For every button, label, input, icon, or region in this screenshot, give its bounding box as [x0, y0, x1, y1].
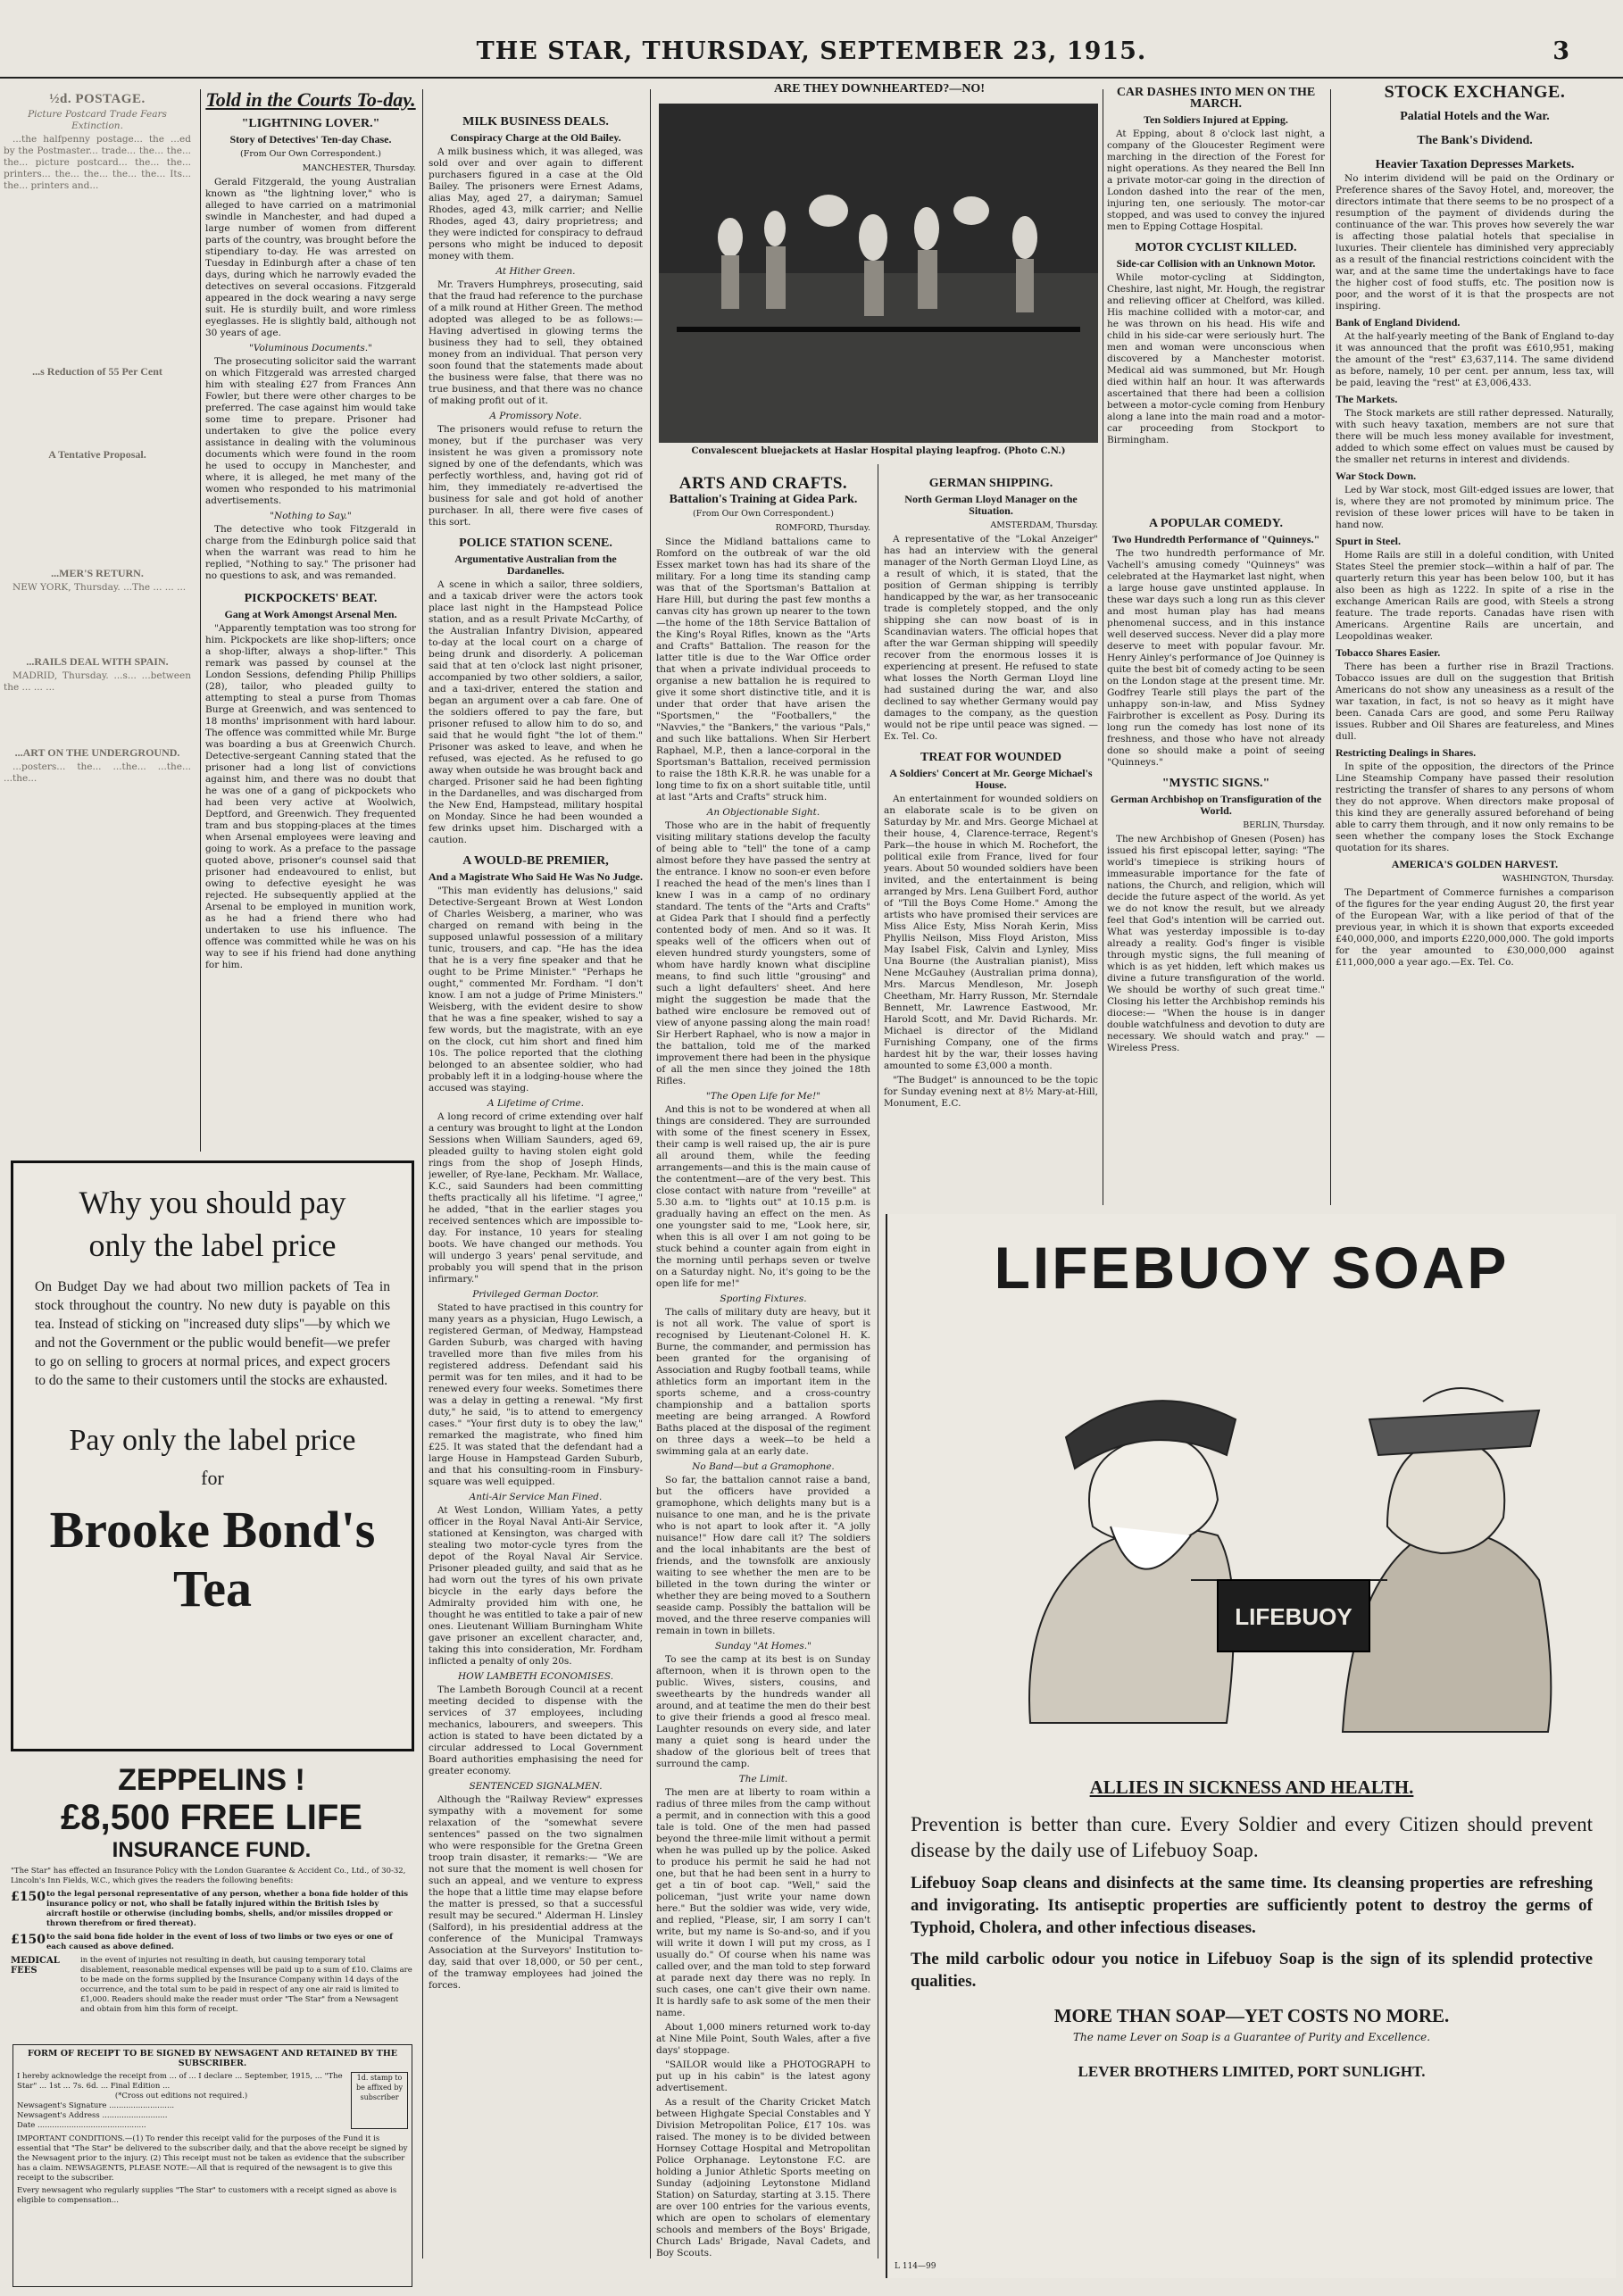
postage-advert-title: ...s Reduction of 55 Per Cent — [32, 365, 162, 378]
milk-column — [429, 89, 643, 2267]
leapfrog-photo — [659, 104, 1098, 443]
signalmen-body: Although the "Railway Review" expresses sympathy with a movement for some relaxation of the "somewhat severe sentences" passed on the two signalmen who were responsible for the Gretna Green troop train disaster, it remarks:— "We are not sure that the moment is well chosen for such an appeal, and we venture to express the hope that a little time may elapse before the matter is pressed, so that a successful result may be secured." Alderman H. Linsley (Salford), in his presidential address at the conference of the Municipal Tramways Association at the Surveyors' Institution to-day, said that over 18,000, or 50 per cent., of the tramway employees had joined the forces. — [429, 1794, 643, 1991]
lifebuoy-code: L 114—99 — [895, 2262, 936, 2271]
form-conditions: IMPORTANT CONDITIONS.—(1) To render this receipt valid for the purposes of the Fund it is essential that "The Star" be delivered to the subscriber daily, and that the above receipt be signed by the Newsagent prior to the injury. (2) This receipt must not be taken as evidence that the subscriber has a claim. NEWSAGENTS, PLEASE NOTE:—All that is required of the newsagent is to give this receipt to the subscriber. — [17, 2134, 408, 2183]
medical-body: in the event of injuries not resulting in death, but causing temporary total disablement, reasonable medical expenses will be paid up to a sum of £10. Claims are to be made on the forms supplied by the Insurance Company within 14 days of the occurrence, and the total sum to be paid in respect of any one air raid is limited to £1,000. Readers should make the reader must order "The Star" from a Newsagent and obtain from him this form of receipt. — [80, 1956, 412, 2014]
sporting-title: Sporting Fixtures. — [720, 1294, 807, 1304]
lightning-body: Gerald Fitzgerald, the young Australian known as "the lightning lover," who is alleged to have carried on a matrimonial swindle in Manchester, and had duped a large number of women from different parts of the country, was brought before the stipendiary to-day. He was arrested on Tuesday in Edinburgh after a chase of ten days, during which he narrowly evaded the detectives on several occasions. Fitzgerald appeared in the dock wearing a navy serge suit. He is sturdily built, and wore rimless eyeglasses. He is slightly bald, although not 30 years of age. — [205, 177, 416, 338]
courts-banner: Told in the Courts To-day. — [205, 89, 416, 111]
spain-title: ...RAILS DEAL WITH SPAIN. — [26, 655, 169, 668]
pickpockets-title: PICKPOCKETS' BEAT. — [244, 592, 378, 605]
column-rule — [422, 89, 423, 2259]
wounded-title: TREAT FOR WOUNDED — [920, 751, 1061, 764]
brooke-bond-line-1: Pay only the label price — [69, 1424, 356, 1457]
promissory-title: A Promissory Note. — [489, 411, 582, 421]
arts-dateline: ROMFORD, Thursday. — [775, 523, 870, 533]
gramophone-title: No Band—but a Gramophone. — [692, 1461, 835, 1472]
brooke-bond-brand: Brooke Bond's — [49, 1501, 376, 1559]
markets-body: The Stock markets are still rather depressed. Naturally, with such heavy taxation, members are not sure that there will be much less money available for investment, added to which some effect on values must be caused by the smaller net returns in interest and dividends. — [1336, 408, 1614, 465]
car-subtitle: Ten Soldiers Injured at Epping. — [1144, 113, 1288, 126]
markets-title: The Markets. — [1336, 393, 1398, 405]
harvest-title: AMERICA'S GOLDEN HARVEST. — [1391, 858, 1559, 870]
pickpockets-subtitle: Gang at Work Amongst Arsenal Men. — [224, 608, 397, 620]
underground-body: ...posters... the... ...the... ...the... ...the... — [4, 761, 191, 784]
zeppelins-title: ZEPPELINS ! — [118, 1763, 305, 1797]
premier-title: A WOULD-BE PREMIER, — [462, 854, 609, 868]
shipping-dateline: AMSTERDAM, Thursday. — [990, 520, 1098, 530]
masthead: THE STAR, THURSDAY, SEPTEMBER 23, 1915. — [476, 37, 1147, 65]
mystic-title: "MYSTIC SIGNS." — [1161, 777, 1270, 790]
brooke-bond-advert — [11, 1160, 414, 1751]
stock-subtitle-3: Heavier Taxation Depresses Markets. — [1375, 158, 1575, 171]
motor-title: MOTOR CYCLIST KILLED. — [1135, 241, 1297, 254]
stock-title: STOCK EXCHANGE. — [1384, 82, 1566, 102]
crime-body: A long record of crime extending over half a century was brought to light at the London Sessions when William Saunders, aged 69, pleaded guilty to having stolen eight gold rings from the shop of Joseph Hinds, jeweller, of Rye-lane, Peckham. Mr. Wallace, K.C., said Saunders had been committing thefts practically all his lifetime. "I agree," he added, "that in the earlier stages you received sentences which are impossible to-day. For instance, 10 years for stealing boots. We have changed our methods. You will undergo 3 years' penal servitude, and probably you will spend that in the prison infirmary." — [429, 1111, 643, 1285]
milk-subtitle: Conspiracy Charge at the Old Bailey. — [450, 131, 621, 144]
proposal-title: A Tentative Proposal. — [48, 448, 146, 461]
stock-subtitle-1: Palatial Hotels and the War. — [1400, 110, 1550, 123]
police-body: A scene in which a sailor, three soldiers, and a taxicab driver were the actors took place last night in the Hampstead Police station, and as a result Private McCarthy, of the Australian Infantry Division, appeared to-day at the local court on a charge of being drunk and disorderly. A policeman said that at ten o'clock last night prisoner, accompanied by two other soldiers, a sailor, and a taxi-driver, entered the station and began an argument over a cab fare. One of the soldiers offered to pay the fare, but prisoner refused to allow him to do so, and said that he would fight "the lot of them." Prisoner was asked to leave, and when he refused, was ejected. As he refused to go away when outside he was brought back and charged. Prisoner said he had been fighting in the Dardanelles, and was discharged from the New End, Hampstead, military hospital on Monday. Since he had been wounded a few drinks upset him. Discharged with a caution. — [429, 579, 643, 845]
column-rule — [650, 89, 651, 2259]
photo-caption: Convalescent bluejackets at Haslar Hospital playing leapfrog. (Photo C.N.) — [691, 446, 1066, 456]
premier-subtitle: And a Magistrate Who Said He Was No Judge. — [429, 870, 643, 883]
pickpockets-body: "Apparently temptation was too strong for him. Pickpockets are like shop-lifters; once a shop-lifter, always a shop-lifter." This remark was passed by counsel at the London Sessions, defending Philip Phillips (28), tailor, who pleaded guilty to attempting to steal a purse from Thomas Burge at Greenwich, and was sentenced to 18 months' imprisonment with hard labour. The offence was committed while Mr. Burge was boarding a bus at Greenwich Church. Detective-sergeant Canning stated that the prisoner had a long list of convictions against him, and there was no doubt that he was one of a gang of pickpockets who had been very active at Woolwich, Deptford, and Greenwich. They frequented tram and bus stopping-places at the times when Arsenal employees were leaving and going to work. As a preface to the passage quoted above, prisoner's counsel said that prisoner had endeavoured to enlist, but owing to defective eyesight he was rejected. He subsequently applied at the Arsenal to be employed in munition work, as he had a friend there who had undertaken to use his influence. The offence was committed while he was on his way to see if his friend had done anything for him. — [205, 623, 416, 970]
shipping-body: A representative of the "Lokal Anzeiger" has had an interview with the general manager of the North German Lloyd Line, as a result of which, it is stated, that the position of German shipping is terribly handicapped by the war, as her transoceanic trade is completely stopped, and the only shipping she can now boast of is in Scandinavian waters. The official hopes that after the war German shipping will speedily recover from the enormous losses it is experiencing at present. He refused to state what losses the North German Lloyd line had sustained during the war, and also declined to say whether Germany would pay damages to the company, as the question would not be ripe until peace was signed. —Ex. Tel. Co. — [884, 534, 1098, 742]
stamp-box: 1d. stamp to be affixed by subscriber — [351, 2072, 408, 2129]
mystic-subtitle: German Archbishop on Transfiguration of the World. — [1110, 793, 1322, 817]
comedy-title: A POPULAR COMEDY. — [1149, 517, 1283, 530]
lambeth-title: HOW LAMBETH ECONOMISES. — [457, 1671, 614, 1682]
antiair-title: Anti-Air Service Man Fined. — [469, 1492, 603, 1502]
promissory-body: The prisoners would refuse to return the money, but if the purchaser was very insistent he was given a promissory note signed by one of the defendants, which was perfectly worthless, and, having got rid of him, they immediately re-advertised the business for sale and got hold of another purchaser. In all, there were five cases of this sort. — [429, 424, 643, 528]
return-body: NEW YORK, Thursday. ...The ... ... ... — [12, 582, 187, 593]
milk-title: MILK BUSINESS DEALS. — [462, 115, 609, 129]
form-note: (*Cross out editions not required.) — [114, 2092, 248, 2101]
gramophone-body: So far, the battalion cannot raise a band, but the officers have provided a gramophone, which delights many but is a nuisance to one man, and he is the private who is not apart to look after it. "A jolly nuisance!" How dare call it? The soldiers and the local inhabitants are the best of friends, and the townsfolk are anxiously waiting to see whether the men are to be billeted in the town during the winter or whether they are being moved to a Southern seaside camp. Possibly the battalion will be moved, and the three reserve companies will remain in town in billets. — [656, 1475, 870, 1636]
form-address[interactable]: Newsagent's Address ........................... — [17, 2111, 168, 2120]
objection-title: An Objectionable Sight. — [706, 807, 820, 818]
miners-note: About 1,000 miners returned work to-day at Nine Mile Point, South Wales, after a five days' stoppage. — [656, 2022, 870, 2056]
mystic-body: The new Archbishop of Gnesen (Posen) has issued his first episcopal letter, saying: "The world's timepiece is striking hours of immeasurable importance for the fate of nations, the Church, and religion, which will decide the future aspect of the world. As yet we do not know the result, but we already feel that God's intention will be carried out. What was yesterday impossible is to-day already a reality. God's finger is visible through mystic signs, the full meaning of which is as yet hidden, left which makes us divine a future transfiguration of the world. We should be worthy of such great time." Closing his letter the Archbishop reminds his diocese:— "When the house is in danger double watchfulness and devotion to duty are necessary. We should watch and pray." —Wireless Press. — [1107, 834, 1325, 1053]
comedy-column — [1107, 464, 1325, 1205]
spurt-title: Spurt in Steel. — [1336, 535, 1402, 547]
benefit-1-amount: £150 — [11, 1890, 46, 1904]
shipping-column — [884, 473, 1098, 1214]
lambeth-body: The Lambeth Borough Council at a recent meeting decided to dispense with the services of 37 employees, including mechanics, labourers, and sweepers. This action is stated to have been dictated by a circular addressed to Local Government Board authorities emphasising the need for greater economy. — [429, 1685, 643, 1776]
crime-title: A Lifetime of Crime. — [487, 1098, 584, 1109]
nothing-body: The detective who took Fitzgerald in charge from the Edinburgh police said that when the warrant was read to him he replied, "Nothing to say." The prisoner had no questions to ask, and was remanded. — [205, 524, 416, 581]
wounded-body: An entertainment for wounded soldiers on an elaborate scale is to be given on Saturday by Mr. and Mrs. George Michael at their house, 4, Clarence-terrace, Regent's Park—the house in which M. Rochefort, the political exile from France, lived for four years. About 50 wounded soldiers have been invited, and the entertainment is being arranged by Mrs. Lena Guilbert Ford, author of "Till the Boys Come Home." Among the artists who have promised their services are Miss Alice Esty, Miss Norah Kerin, Miss Phyllis Neilson, Miss Floyd Ariston, Miss May Isabel Fisk, Calvin and Lynley, Miss Una Bourne (the Australian pianist), Miss Nene McGauhey (Australian prima donna), Mrs. Marcus Mendleson, Mr. Joseph Cheetham, Mr. Harry Russon, Mr. Sterndale Bennett, Mr. Lawrence Eastwood, Mr. Harold Scott, and Mr. David Richards. Mr. Michael is director of the Midland Furnishing Company, one of the firms hardest hit by the war, their losses having amounted to some £3,000 a month. — [884, 794, 1098, 1071]
arts-body: Since the Midland battalions came to Romford on the outbreak of war the old Essex market town has had its share of the military. For a long time its standing camp was that of the Sportsman's Battalion at Hare Hill, but during the past few months a canvas city has grown up nearer to the town—the home of the 18th Service Battalion of the King's Royal Rifles, known as the "Arts and Crafts" Battalion. The reason for the latter title is due to the War Office order that when a private individual proceeds to organise a new battalion he is required to give it some short distinctive title, and it is under that order that have arisen the "Sportsmen," the "Footballers," the "Navvies," the "Bankers," the various "Pals," and such like battalions. When Sir Herbert Raphael, M.P., then a lance-corporal in the Sportsman's Battalion, received permission to raise the 18th K.R.R. he was unable for a long time to fix on a short suitable title, until at last "Arts and Crafts" struck him. — [656, 537, 870, 803]
open-life-body: And this is not to be wondered at when all things are considered. They are surrounded with some of the finest scenery in Essex, their camp is well raised up, the air is pure all around them, while the feeding arrangements—and this is the main cause of the contentment—are of the very best. This close contact with nature from "reveille" at 5.30 a.m. to "lights out" at 10.15 p.m. is gradually having an effect on the men. As one youngster said to me, "Look here, sir, when this is all over I am not going to be stuck behind a counter again from eight in the morning until perhaps seven or twelve on a Saturday night. No, it's going to be the open life for me!" — [656, 1104, 870, 1289]
restricting-title: Restricting Dealings in Shares. — [1336, 746, 1477, 759]
brooke-bond-body: On Budget Day we had about two million packets of Tea in stock throughout the country. No new duty is payable on this tea. Instead of sticking on "increased duty slips"—by which we and not the Government or the public would benefit—we prefer to go on selling to grocers at normal prices, and expect grocers to do the same to their customers until the stocks are exhausted. — [35, 1279, 390, 1388]
form-signature[interactable]: Newsagent's Signature ........................... — [17, 2101, 175, 2110]
restricting-body: In spite of the opposition, the directors of the Prince Line Steamship Company have passed their resolution restricting the transfer of shares to any persons of whom they do not approve. When directors make proposal of this kind they are generally assured beforehand of being able to carry them through, and it now only remains to be seen whether the company loses the Stock Exchange quotation for its shares. — [1336, 761, 1614, 853]
limit-body: The men are at liberty to roam within a radius of three miles from the camp without a permit, and in connection with this a good tale is told. One of the men had passed beyond the three-mile limit without a permit when he was pulled up by the police. Asked to produce his permit he said he had not one, but that he had been sent in a hurry to get a tin of boot cap. "Well," said the policeman, "just write your name down here." But the soldier was wide, very wide, and replied, "Please, sir, I am sorry I can't write, but my name is So-and-so, and if you will write it down I will put my cross, as I usually do." Of course when his name was called over, and the man told to step forward at parade next day there was no reply. In such cases, one can't give their own name. It is hardly safe to ask some of the men their name. — [656, 1787, 870, 2018]
column-rule — [1330, 89, 1331, 1205]
receipt-form[interactable] — [12, 2044, 412, 2287]
wounded-subtitle: A Soldiers' Concert at Mr. George Michael's House. — [889, 767, 1093, 791]
lifebuoy-body-2: The mild carbolic odour you notice in Lifebuoy Soap is the sign of its splendid protective qualities. — [911, 1950, 1593, 1991]
lifebuoy-illustration-image — [923, 1312, 1580, 1750]
benefit-2 — [11, 1933, 412, 1952]
benefit-1 — [11, 1890, 412, 1929]
lightning-subtitle: Story of Detectives' Ten-day Chase. — [229, 133, 392, 146]
tobacco-body: There has been a further rise in Brazil Tractions. Tobacco issues are dull on the suggestion that British Americans do not show any uneasiness as a result of the war taxation, in fact, is not so heavy as it might have been. Canada Cars are good, and some Peru Railway issues. Rubber and Oil Shares are featureless, and Mines dull. — [1336, 661, 1614, 742]
motor-subtitle: Side-car Collision with an Unknown Motor. — [1116, 257, 1316, 270]
soap-tablet-text: LIFEBUOY — [1235, 1603, 1352, 1630]
sporting-body: The calls of military duty are heavy, but it is not all work. The value of sport is recognised by Lieutenant-Colonel H. K. Burne, the commander, and permission has been granted for the organising of Association and Rugby football teams, while athletics form an important item in the sports scheme, and a cross-country championship and a battalion sports meeting are being arranged. A Rowford Baths placed at the disposal of the regiment on three days a week—to be held a swimming gala at an early date. — [656, 1307, 870, 1457]
voluminous-title: "Voluminous Documents." — [249, 343, 372, 354]
arts-byline: (From Our Own Correspondent.) — [693, 509, 834, 519]
form-body: I hereby acknowledge the receipt from ... of ... I declare ... September, 1915, ... "The Star" ... 1st ... 7s. 6d. ... Final Edition ... — [17, 2072, 343, 2091]
benefit-2-text: to the said bona fide holder in the event of loss of two limbs or two eyes or one of each caused as above defined. — [46, 1933, 393, 1951]
zeppelins-amount: £8,500 FREE LIFE — [61, 1798, 362, 1837]
arts-title: ARTS AND CRAFTS. — [678, 474, 848, 493]
underground-title: ...ART ON THE UNDERGROUND. — [14, 746, 180, 759]
form-text — [17, 2072, 345, 2131]
courts-column — [205, 89, 416, 1152]
war-stock-title: War Stock Down. — [1336, 470, 1417, 482]
form-date[interactable]: Date ............................................. — [17, 2121, 146, 2130]
zeppelins-fund: INSURANCE FUND. — [112, 1838, 312, 1862]
car-title: CAR DASHES INTO MEN ON THE MARCH. — [1116, 86, 1316, 111]
comedy-body: The two hundredth performance of Mr. Vachell's amusing comedy "Quinneys" was celebrated at the Haymarket last night, when a large house gave unstinted applause. In these war days such a long run as this clever and most human play has had means phenomenal success, and in this instance well deserved success. Never did a play more deserve to meet with popular favour. Mr. Henry Ainley's performance of Joe Quinney is quite the best bit of comedy acting to be seen on the London stage at the present time. Mr. Godfrey Tearle still plays the part of the unhappy son-in-law, and Miss Sydney Fairbrother is excellent as Posy. During its long run the comedy has lost none of its freshness, and those who have not already done so should make a point of seeing "Quinneys." — [1107, 548, 1325, 768]
sunday-body: To see the camp at its best is on Sunday afternoon, when it is thrown open to the public. Wives, sisters, cousins, and sweethearts by the hundreds wander all around, and at teatime the men do their best to give their friends a good al fresco meal. Laughter resounds on every side, and later many a quiet song is heard under the shadow of the glorious belt of trees that surround the camp. — [656, 1654, 870, 1769]
car-body: At Epping, about 8 o'clock last night, a company of the Gloucester Regiment were marching in the direction of the Forest for night operations. As they neared the Bell Inn a private motor-car going in the direction of London dashed into the rear of the men, injuring ten, one seriously. The motor-car stopped, and was used to convey the injured men to Epping Cottage Hospital. — [1107, 129, 1325, 232]
page-number: 3 — [1552, 37, 1569, 65]
zeppelins-intro: "The Star" has effected an Insurance Policy with the London Guarantee & Accident Co., Ltd., of 30-32, Lincoln's Inn Fields, W.C., which gives the readers the following benefits: — [11, 1867, 406, 1885]
war-stock-body: Led by War stock, most Gilt-edged issues are lower, that is, where they are not promoted by minimum price. The revision of these lower prices will have to be taken in hand now. — [1336, 485, 1614, 530]
shipping-subtitle: North German Lloyd Manager on the Situation. — [904, 493, 1078, 517]
lifebuoy-guarantee: The name Lever on Soap is a Guarantee of Purity and Excellence. — [1072, 2031, 1431, 2043]
lightning-dateline: MANCHESTER, Thursday. — [302, 163, 416, 173]
lifebuoy-maker: LEVER BROTHERS LIMITED, PORT SUNLIGHT. — [1078, 2063, 1426, 2080]
stock-exchange-column — [1336, 82, 1614, 1207]
brooke-bond-line-2: for — [201, 1467, 224, 1489]
postage-body: ...the halfpenny postage... the ...ed by the Postmaster... trade... the... the... the... picture postcard... the... the... printers... the... the... the... the... Its... the... printers and... — [4, 134, 191, 191]
stock-body: No interim dividend will be paid on the Ordinary or Preference shares of the Savoy Hotel, and, moreover, the directors intimate that there seems to be no prospect of a resumption of the payment of dividends during the continuance of the war. This proves how severely the war is affecting those palatial hotels that specialise in luxuries. Their clientele has diminished very appreciably as a result of the financial restrictions coincident with the war, and at the same time the undertakings have to face the higher cost of food stuffs, etc. The position now is poor, and the worst of it is that the prospects are not inspiring. — [1336, 173, 1614, 312]
police-subtitle: Argumentative Australian from the Dardanelles. — [454, 553, 617, 577]
postage-subtitle: Picture Postcard Trade Fears Extinction. — [28, 109, 167, 131]
comedy-subtitle: Two Hundredth Performance of "Quinneys." — [1111, 533, 1320, 545]
police-title: POLICE STATION SCENE. — [459, 537, 612, 550]
open-life-title: "The Open Life for Me!" — [705, 1091, 821, 1102]
voluminous-body: The prosecuting solicitor said the warrant on which Fitzgerald was arrested charged him with stealing £27 from Frances Ann Fowler, but there were other charges to be preferred. The case against him would take some time to prepare. Prisoner had undertaken to give the police every assistance in dealing with the voluminous documents which were found in the room he used to occupy in Manchester, and where, it is alleged, he met many of the women who responded to his matrimonial advertisements. — [205, 356, 416, 506]
column-rule — [200, 89, 201, 1152]
arts-column — [656, 473, 870, 2267]
limit-title: The Limit. — [738, 1774, 788, 1784]
form-footer: Every newsagent who regularly supplies "The Star" to customers with a receipt signed as above is eligible to compensation... — [17, 2186, 397, 2205]
brooke-bond-headline-2: only the label price — [88, 1227, 337, 1263]
hither-title: At Hither Green. — [495, 266, 576, 277]
antiair-body: At West London, William Yates, a petty officer in the Royal Naval Anti-Air Service, stationed at Kensington, was charged with stealing two motor-cycle tyres from the depot of the Royal Naval Air Service. Prisoner pleaded guilty, and said that as he had worn out the tyres of his own private bicycle in the early days before the Admiralty provided him with one, he thought he was entitled to take a pair of new ones. Lieutenant William Burningham White gave prisoner an excellent character, and, taking this into consideration, Mr. Fordham inflicted a penalty of only 20s. — [429, 1505, 643, 1667]
return-title: ...MER'S RETURN. — [51, 567, 144, 579]
medical-title: MEDICAL FEES — [11, 1956, 60, 1976]
lifebuoy-body-1: Lifebuoy Soap cleans and disinfects at the same time. Its cleansing properties are refreshing and invigorating. Its antiseptic properties are sufficiently potent to destroy the germs of Typhoid, Cholera, and other infectious diseases. — [911, 1874, 1593, 1937]
doctor-title: Privileged German Doctor. — [472, 1289, 599, 1300]
masthead-rule — [0, 77, 1623, 79]
postage-title: ½d. POSTAGE. — [49, 92, 146, 106]
objection-body: Those who are in the habit of frequently visiting military stations develop the faculty of being able to "tell" the tone of a camp almost before they have passed the sentry at the entrance. I know no soon-er even before I reached the head of the men's lines than I knew I was in a camp of no ordinary standard. The tents of the "Arts and Crafts" at Gidea Park that I should find a perfectly contented body of men. And so it was. It speaks well of the officers when out of eleven hundred sturdy youngsters, some of whom have hardly known what discipline means, to find such little "grousing" and such a light defaulters' sheet. And here might the suggestion be made that the bathed wire enclosure be removed out of view of anyone passing along the main road! Sir Herbert Raphael, who is now a major in the battalion, told me of the marked improvement there had been in the physique of all the men since they joined the 18th Rifles. — [656, 820, 870, 1086]
premier-body: "This man evidently has delusions," said Detective-Sergeant Brown at West London of Charles Weisberg, a mariner, who was charged on remand with being in the supposed unlawful possession of a military tunic, trousers, and cap. "He has the idea that he is a very fine speaker and that he ought to be Prime Minister." "Perhaps he ought," commented Mr. Fordham. "I don't know. I am not a judge of Prime Ministers." Weisberg, with the evident desire to show that he was a fine speaker, wished to say a few words, but the magistrate, with an eye on the clock, cut him short and fined him 10s. The police reported that the clothing belonged to an absentee soldier, who had probably left it in a lodging-house where the accused was staying. — [429, 886, 643, 1094]
harvest-body: The Department of Commerce furnishes a comparison of the figures for the year ending August 20, the first year of the European War, with a like period of that of the previous year, in which it is shown that exports exceeded £40,000,000, and imports £220,000,000. The gold imports for the year amounted to £30,000,000 against £11,000,000 a year ago.—Ex. Tel. Co. — [1336, 887, 1614, 968]
spain-body: MADRID, Thursday. ...s... ...between the ... ... ... — [4, 670, 191, 693]
harvest-dateline: WASHINGTON, Thursday. — [1502, 874, 1614, 884]
doctor-body: Stated to have practised in this country for many years as a physician, Hugo Lewisch, a registered German, of Medway, Hampstead Garden Suburb, was charged with having travelled more than five miles from his registered address. Defendant said his permit was for ten miles, and it had to be renewed every four weeks. Sometimes there was a delay in getting a renewal. "My first duty," he said, "is to attend to emergency cases." "Your first duty is to obey the law," remarked the magistrate, who fined him £25. It was stated that the defendant had a large House in Hampstead Garden Suburb, and that his consulting-room in Finsbury-square was well equipped. — [429, 1302, 643, 1487]
lightning-title: "LIGHTNING LOVER." — [241, 117, 380, 130]
car-column — [1107, 82, 1325, 457]
motor-body: While motor-cycling at Siddington, Cheshire, last night, Mr. Hough, the registrar and relieving officer at Chelford, was killed. His machine collided with a motor-car, and he was thrown on his head. His wife and child in his side-car were seriously hurt. The men and woman were unconscious when discovered by a Manchester motorist. Medical aid was summoned, but Mr. Hough died within half an hour. It was afterwards ascertained that there had been a collision between a motor-cycle coming from Henbury along a lane into the main road and a motor-car proceeding from Stockport to Birmingham. — [1107, 272, 1325, 445]
lifebuoy-prevention: Prevention is better than cure. Every Soldier and every Citizen should prevent disease by the daily use of Lifebuoy Soap. — [911, 1813, 1593, 1861]
nothing-title: "Nothing to Say." — [270, 511, 352, 521]
form-title: FORM OF RECEIPT TO BE SIGNED BY NEWSAGENT AND RETAINED BY THE SUBSCRIBER. — [27, 2049, 398, 2068]
shipping-title: GERMAN SHIPPING. — [928, 477, 1053, 490]
medical-fees — [11, 1956, 412, 2015]
sailor-note: "SAILOR would like a PHOTOGRAPH to put up in his cabin" is the latest agony advertisement. — [656, 2059, 870, 2093]
arts-subtitle: Battalion's Training at Gidea Park. — [669, 493, 858, 506]
left-margin-column — [4, 89, 191, 1152]
lifebuoy-more: MORE THAN SOAP—YET COSTS NO MORE. — [1053, 2005, 1450, 2026]
tobacco-title: Tobacco Shares Easier. — [1336, 646, 1441, 659]
form-row — [17, 2072, 408, 2131]
benefit-2-amount: £150 — [11, 1933, 46, 1947]
hither-body: Mr. Travers Humphreys, prosecuting, said that the fraud had reference to the purchase of a milk round at Hither Green. The method adopted was alleged to be as follows:— Having advertised in glowing terms the business they had to sell, they obtained money from an individual. That person very soon found that the statements made about the business were false, that there was no true business, and that there was no chance of making profit out of it. — [429, 279, 643, 406]
lightning-byline: (From Our Own Correspondent.) — [240, 149, 381, 159]
spurt-body: Home Rails are still in a doleful condition, with United States Steel the premier stock—within a half of par. The quarterly return this year has been below 100, but it has also been as high as 1222. In spite of a rise in the exchange American Rails are good, with Steels a strong feature. The trade reports. Canadas have risen with Americans. Argentine Rails are uncertain, and Leopoldinas weaker. — [1336, 550, 1614, 642]
bank-title: Bank of England Dividend. — [1336, 316, 1461, 329]
stock-subtitle-2: The Bank's Dividend. — [1417, 134, 1533, 147]
benefit-1-text: to the legal personal representative of any person, whether a bona fide holder of this insurance policy or not, who shall be fatally injured within the British Isles by aircraft hostile or otherwise (including bombs, shells, and/or missiles dropped or thrown therefrom or fired thereat). — [46, 1890, 409, 1928]
lifebuoy-advert — [886, 1214, 1616, 2278]
lifebuoy-allies: ALLIES IN SICKNESS AND HEALTH. — [1089, 1776, 1414, 1798]
brooke-bond-tea: Tea — [172, 1560, 253, 1618]
bank-body: At the half-yearly meeting of the Bank of England to-day it was announced that the profit was £610,951, making the amount of the "rest" £3,637,114. The same dividend as before, namely, 10 per cent. per annum, less tax, will be paid, leaving the "rest" at £3,006,433. — [1336, 331, 1614, 388]
sunday-title: Sunday "At Homes." — [715, 1641, 812, 1651]
charity-note: As a result of the Charity Cricket Match between Highgate Special Constables and Y Division Metropolitan Police, £17 10s. was raised. The money is to be divided between Hornsey Cottage Hospital and Metropolitan Police Orphanage. Leytonstone F.C. are holding a Junior Athletic Sports meeting on Sunday (adjoining Leytonstone Midland Station) on Saturday, starting at 3.15. There are over 100 entries for the various events, which are open to scholars of elementary schools and members of the Boys' Brigade, Church Lads' Brigade, Naval Cadets, and Boy Scouts. — [656, 2097, 870, 2259]
milk-body: A milk business which, it was alleged, was sold over and over again to different purchasers figured in a case at the Old Bailey. The prisoners were Ernest Adams, alias May, aged 27, a dairyman; Samuel Rhodes, aged 43, milk carrier; and Nellie Rhodes, aged 43, dairy proprietress; and they were indicted for conspiracy to defraud persons who might be induced to deposit money with them. — [429, 146, 643, 262]
lifebuoy-title: LIFEBUOY SOAP — [994, 1235, 1510, 1301]
photo-headline: ARE THEY DOWNHEARTED?—NO! — [774, 82, 985, 96]
signalmen-title: SENTENCED SIGNALMEN. — [469, 1781, 603, 1792]
mystic-dateline: BERLIN, Thursday. — [1243, 820, 1325, 830]
lifebuoy-illustration — [923, 1312, 1580, 1750]
brooke-bond-headline-1: Why you should pay — [79, 1185, 346, 1220]
lifebuoy-copy — [887, 1776, 1616, 2081]
budget-note: "The Budget" is announced to be the topic for Sunday evening next at 8½ Mary-at-Hill, Monument, E.C. — [884, 1075, 1098, 1109]
leapfrog-photo-image — [659, 104, 1098, 443]
